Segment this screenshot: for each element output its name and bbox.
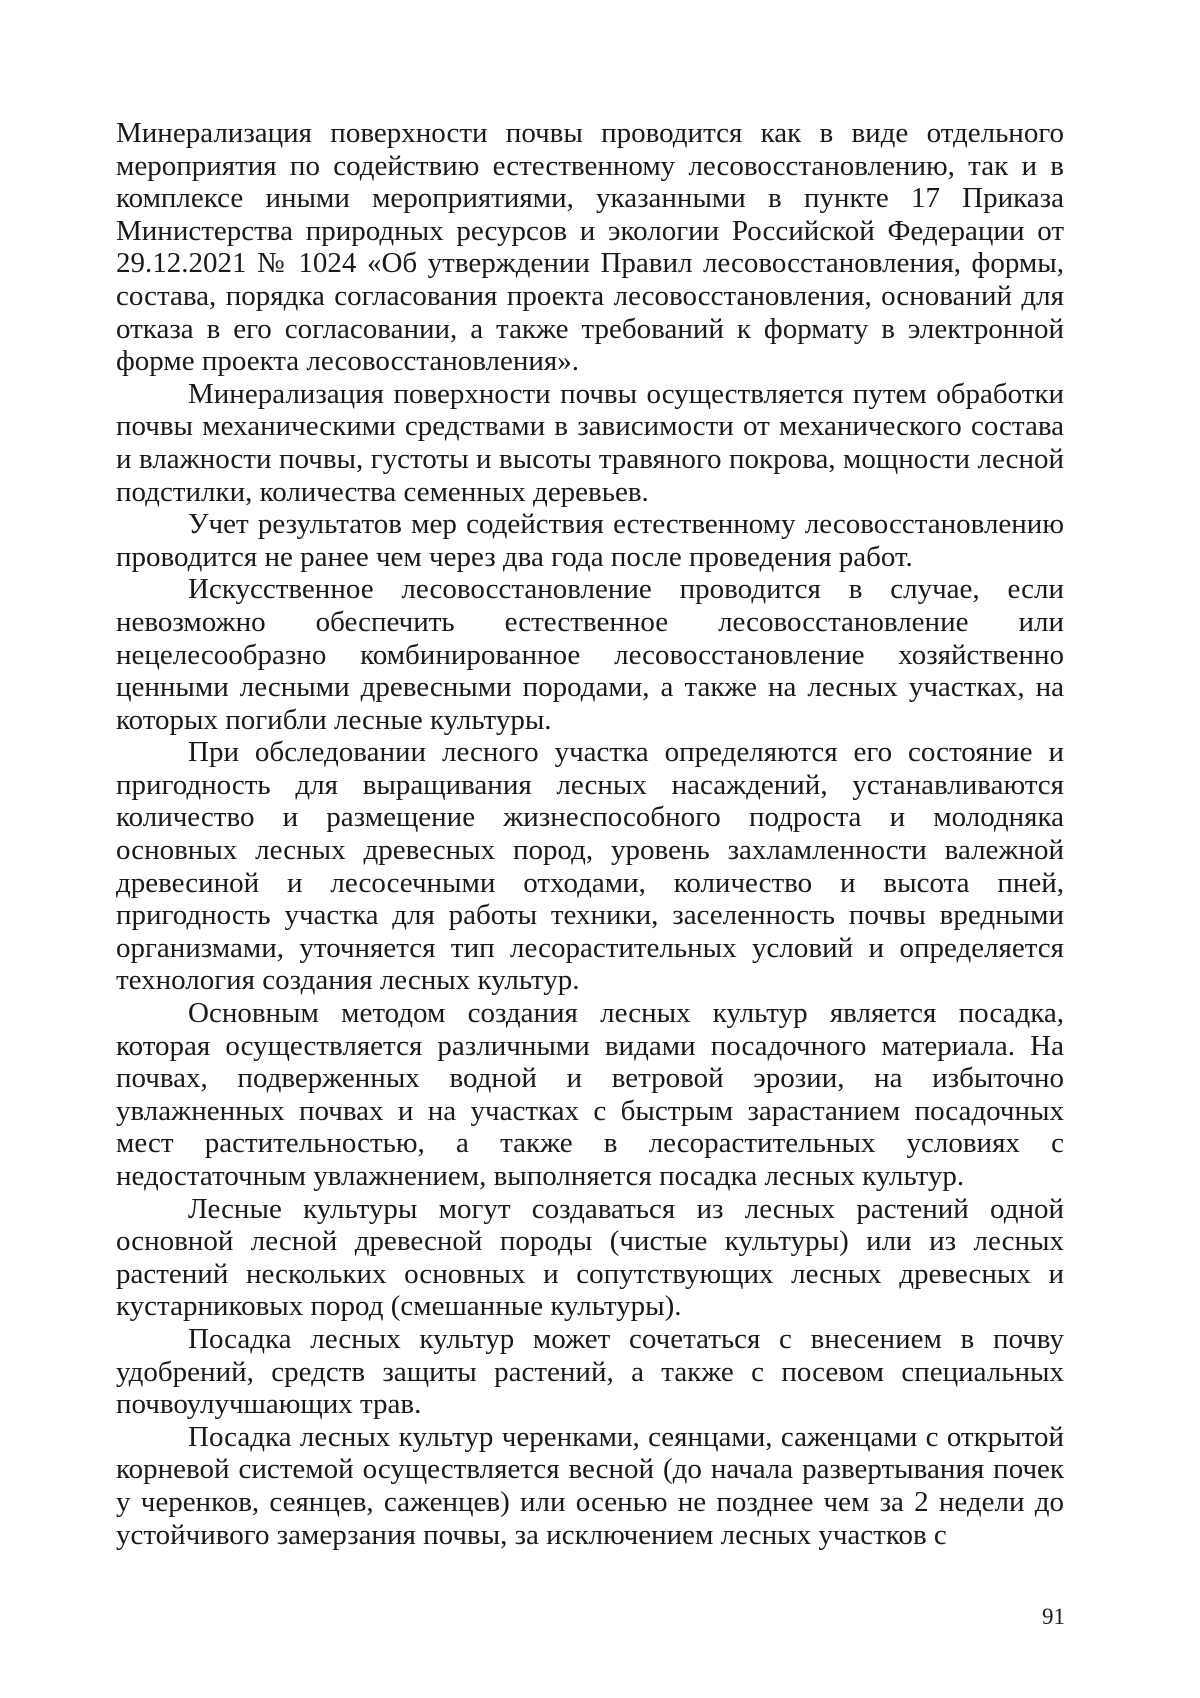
paragraph-7: Лесные культуры могут создаваться из лесных растений одной основной лесной древесной породы (чистые культуры) или из лесных растений нескольких основных и сопутствующих лесных древесных и кустарниковых пород (смешанные культуры). — [116, 1192, 1064, 1323]
paragraph-1: Минерализация поверхности почвы проводится как в виде отдельного мероприятия по содействию естественному лесовосстановлению, так и в комплексе иными мероприятиями, указанными в пункте 17 Приказа Министерства природных ресурсов и экологии Российской Федерации от 29.12.2021 № 1024 «Об утверждении Правил лесовосстановления, формы, состава, порядка согласования проекта лесовосстановления, оснований для отказа в его согласовании, а также требований к формату в электронной форме проекта лесовосстановления». — [116, 117, 1064, 378]
paragraph-2: Минерализация поверхности почвы осуществляется путем обработки почвы механическими средствами в зависимости от механического состава и влажности почвы, густоты и высоты травяного покрова, мощности лесной подстилки, количества семенных деревьев. — [116, 377, 1064, 508]
paragraph-5: При обследовании лесного участка определяются его состояние и пригодность для выращивания лесных насаждений, устанавливаются количество и размещение жизнеспособного подроста и молодняка основных лесных древесных пород, уровень захламленности валежной древесиной и лесосечными отходами, количество и высота пней, пригодность участка для работы техники, заселенность почвы вредными организмами, уточняется тип лесорастительных условий и определяется технология создания лесных культур. — [116, 736, 1064, 997]
paragraph-9: Посадка лесных культур черенками, сеянцами, саженцами с открытой корневой системой осуществляется весной (до начала развертывания почек у черенков, сеянцев, саженцев) или осенью не позднее чем за 2 недели до устойчивого замерзания почвы, за исключением лесных участков с — [116, 1420, 1064, 1551]
paragraph-4: Искусственное лесовосстановление проводится в случае, если невозможно обеспечить естественное лесовосстановление или нецелесообразно комбинированное лесовосстановление хозяйственно ценными лесными древесными породами, а также на лесных участках, на которых погибли лесные культуры. — [116, 573, 1064, 736]
paragraph-3: Учет результатов мер содействия естественному лесовосстановлению проводится не ранее чем через два года после проведения работ. — [116, 508, 1064, 573]
paragraph-6: Основным методом создания лесных культур является посадка, которая осуществляется различными видами посадочного материала. На почвах, подверженных водной и ветровой эрозии, на избыточно увлажненных почвах и на участках с быстрым зарастанием посадочных мест растительностью, а также в лесорастительных условиях с недостаточным увлажнением, выполняется посадка лесных культур. — [116, 997, 1064, 1192]
page-number: 91 — [1042, 1604, 1065, 1629]
paragraph-8: Посадка лесных культур может сочетаться с внесением в почву удобрений, средств защиты растений, а также с посевом специальных почвоулучшающих трав. — [116, 1322, 1064, 1421]
document-body — [116, 117, 1064, 1551]
